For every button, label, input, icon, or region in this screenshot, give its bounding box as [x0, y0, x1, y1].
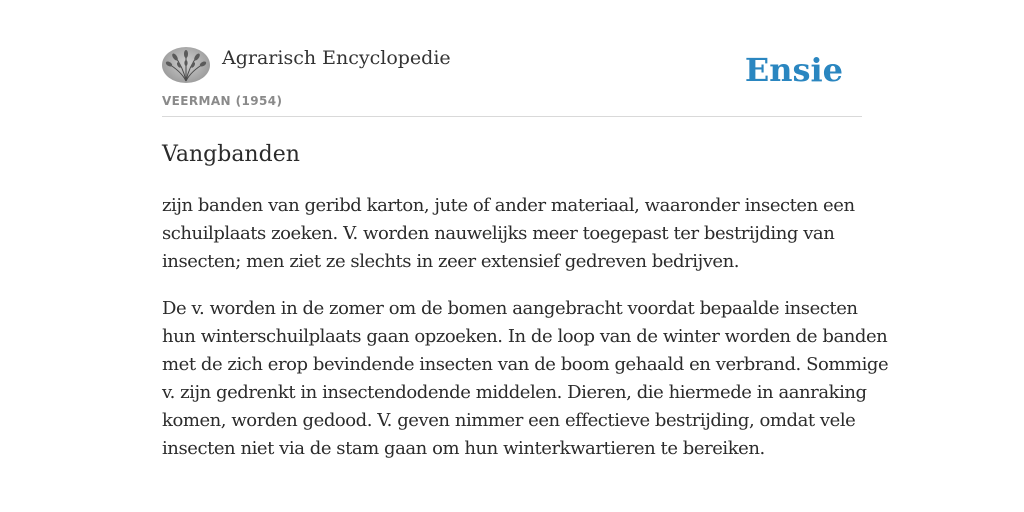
text-line: zijn banden van geribd karton, jute of ander materiaal, waaronder insecten een: [162, 195, 855, 216]
entry-title: Vangbanden: [162, 142, 300, 167]
text-line: insecten; men ziet ze slechts in zeer extensief gedreven bedrijven.: [162, 251, 740, 272]
text-line: schuilplaats zoeken. V. worden nauwelijks meer toegepast ter bestrijding van: [162, 223, 835, 244]
brand-logo[interactable]: Ensie: [744, 51, 843, 89]
text-line: v. zijn gedrenkt in insectendodende middelen. Dieren, die hiermede in aanraking: [162, 382, 867, 403]
text-line: hun winterschuilplaats gaan opzoeken. In de loop van de winter worden de banden: [162, 326, 888, 347]
paragraph-2: [162, 295, 889, 463]
text-line: insecten niet via de stam gaan om hun winterkwartieren te bereiken.: [162, 438, 765, 459]
paragraph-1: [162, 192, 862, 276]
source-attribution: VEERMAN (1954): [162, 94, 283, 108]
text-line: komen, worden gedood. V. geven nimmer een effectieve bestrijding, omdat vele: [162, 410, 856, 431]
wheat-logo-icon[interactable]: [162, 47, 210, 83]
encyclopedia-name[interactable]: Agrarisch Encyclopedie: [222, 47, 451, 69]
text-line: De v. worden in de zomer om de bomen aangebracht voordat bepaalde insecten: [162, 298, 858, 319]
text-line: met de zich erop bevindende insecten van de boom gehaald en verbrand. Sommige: [162, 354, 889, 375]
header: [162, 0, 862, 117]
page: [162, 0, 889, 512]
